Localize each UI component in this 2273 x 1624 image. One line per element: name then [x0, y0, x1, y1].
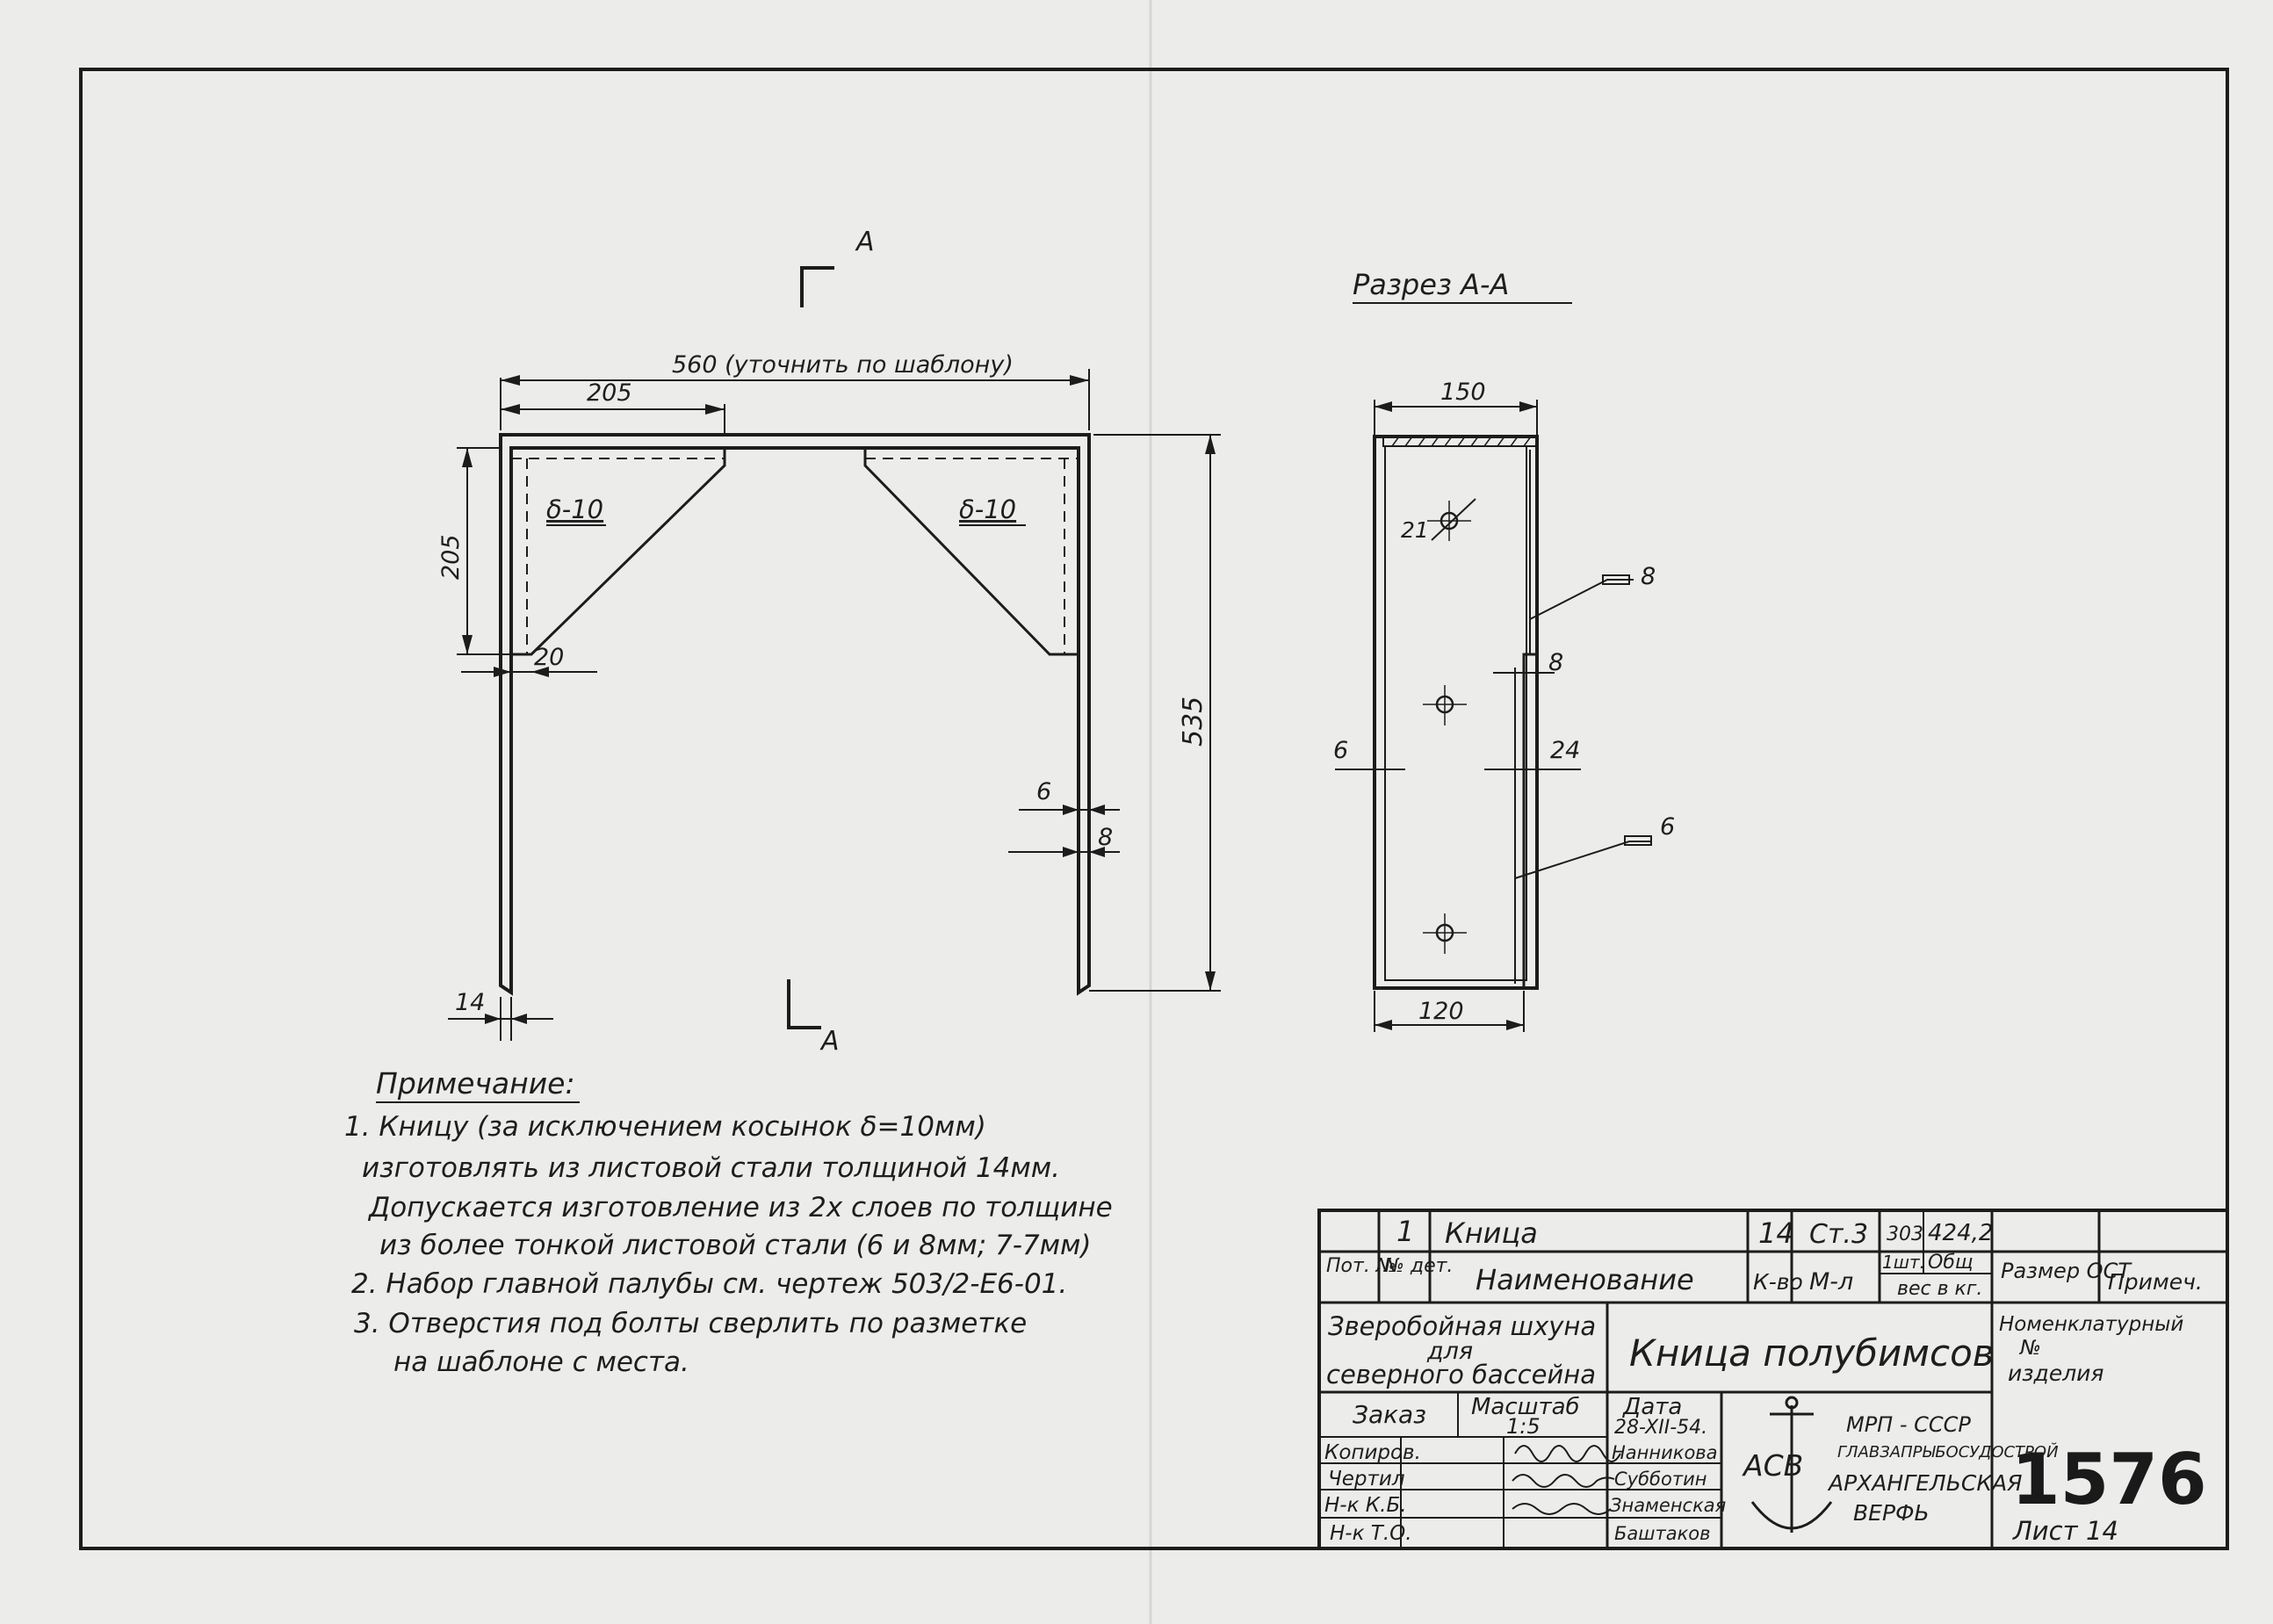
- hole-dim-label: 21: [1401, 517, 1429, 543]
- role-drawn: Чертил: [1328, 1468, 1405, 1490]
- section-title: Разрез А-А: [1353, 268, 1510, 301]
- sheet-label: Лист: [2013, 1516, 2078, 1546]
- org-line-2: ГЛАВЗАПРЫБОСУДОСТРОЙ: [1837, 1443, 2059, 1462]
- note-line-6: 3. Отверстия под болты сверлить по разметке: [354, 1308, 1028, 1339]
- logo-letters: АСВ: [1743, 1448, 1804, 1483]
- header-material: М-л: [1809, 1268, 1854, 1296]
- header-pos-no: Пот. №: [1326, 1255, 1396, 1277]
- signature-copied: [1515, 1446, 1620, 1462]
- note-line-5: 2. Набор главной палубы см. чертеж 503/2-Е6-01.: [351, 1268, 1068, 1300]
- dim-gusset-height-label: 205: [437, 534, 465, 580]
- dim-total-height-label: 535: [1178, 696, 1209, 747]
- dim-thickness-label: 14: [455, 989, 486, 1016]
- dim-left-6-label: 6: [1333, 737, 1349, 764]
- date-value: 28-XII-54.: [1614, 1417, 1708, 1439]
- header-qty: К-во: [1753, 1269, 1803, 1295]
- header-size-std: Размер ОСТ: [2001, 1259, 2131, 1283]
- nomenclature-line-3: изделия: [2008, 1361, 2104, 1386]
- org-line-1: МРП - СССР: [1846, 1412, 1971, 1437]
- notes-heading: Примечание:: [376, 1066, 575, 1101]
- signature-head-kb: [1512, 1504, 1611, 1514]
- header-weight-total: Общ: [1928, 1252, 1974, 1274]
- note-line-2: изготовлять из листовой стали толщиной 14мм.: [362, 1152, 1060, 1184]
- order-label: Заказ: [1353, 1400, 1427, 1429]
- drawing-number: 1576: [2011, 1439, 2207, 1520]
- dim-overall-width-label: 560 (уточнить по шаблону): [672, 351, 1014, 379]
- nomenclature-line-1: Номенклатурный: [1999, 1313, 2184, 1336]
- role-head-kb: Н-к К.Б.: [1324, 1494, 1407, 1517]
- note-line-4: из более тонкой листовой стали (6 и 8мм; 7-7мм): [379, 1230, 1092, 1261]
- org-line-3: АРХАНГЕЛЬСКАЯ: [1829, 1470, 2023, 1496]
- dimension-gusset-height: [437, 448, 509, 654]
- dimension-leg-step: [461, 644, 597, 677]
- spec-weight-total: 424,2: [1928, 1220, 1994, 1246]
- section-marker-top: [802, 227, 875, 307]
- name-head-kb: Знаменская: [1610, 1495, 1727, 1516]
- dimension-gusset-width: [501, 379, 725, 435]
- dimension-total-height: [1089, 435, 1221, 991]
- name-copied: Нанникова: [1612, 1442, 1718, 1463]
- header-det-no: № дет.: [1384, 1255, 1454, 1277]
- gusset-right-label: δ-10: [959, 494, 1017, 524]
- shipyard-logo: [1742, 1397, 1831, 1533]
- scale-value: 1:5: [1506, 1414, 1541, 1439]
- notes-block: [344, 1066, 1113, 1378]
- title-block: [1319, 1210, 2227, 1548]
- dim-right-24-label: 24: [1550, 737, 1581, 764]
- nomenclature-line-2: №: [2020, 1337, 2041, 1360]
- part-title: Кница полубимсов: [1629, 1332, 1995, 1375]
- spec-material: Ст.3: [1809, 1219, 1869, 1250]
- project-line-1: Зверобойная шхуна: [1328, 1311, 1597, 1341]
- note-line-3: Допускается изготовление из 2х слоев по толщине: [369, 1192, 1113, 1223]
- leader-8-top-label: 8: [1641, 563, 1656, 590]
- dim-8-mid-label: 8: [1548, 649, 1564, 676]
- gusset-left-label: δ-10: [546, 494, 604, 524]
- bolt-holes: [1401, 499, 1476, 954]
- header-weight-unit: вес в кг.: [1897, 1278, 1983, 1300]
- dimension-plates: [1008, 778, 1120, 857]
- leader-6-bottom-label: 6: [1660, 813, 1676, 841]
- dim-top-width-label: 150: [1440, 379, 1486, 406]
- dimension-thickness: [448, 989, 553, 1041]
- section-letter-bottom: А: [821, 1026, 840, 1057]
- name-drawn: Субботин: [1614, 1469, 1707, 1490]
- note-line-1: 1. Кницу (за исключением косынок δ=10мм): [344, 1111, 986, 1143]
- dim-bottom-width-label: 120: [1418, 998, 1464, 1025]
- dim-plate-6-label: 6: [1036, 778, 1052, 805]
- spec-num: 1: [1396, 1215, 1415, 1248]
- scale-label: Масштаб: [1471, 1394, 1580, 1420]
- org-line-4: ВЕРФЬ: [1853, 1500, 1930, 1526]
- project-line-2: для: [1427, 1338, 1474, 1365]
- spec-weight-one: 303: [1887, 1223, 1923, 1245]
- section-marker-bottom: [789, 979, 840, 1057]
- section-view-aa: [1333, 268, 1675, 1032]
- header-name: Наименование: [1476, 1263, 1694, 1296]
- note-line-7: на шаблоне с места.: [393, 1346, 689, 1378]
- name-head-to: Баштаков: [1614, 1523, 1711, 1544]
- sheet-value: 14: [2086, 1516, 2118, 1546]
- dim-gusset-width-label: 205: [587, 379, 632, 407]
- header-weight-one: 1шт.: [1882, 1252, 1926, 1273]
- signature-drawn: [1512, 1475, 1614, 1487]
- dim-plate-8-label: 8: [1098, 824, 1114, 851]
- date-label: Дата: [1623, 1394, 1683, 1420]
- spec-qty: 14: [1758, 1216, 1794, 1250]
- section-letter-top: А: [856, 227, 875, 257]
- role-head-to: Н-к Т.О.: [1330, 1522, 1412, 1545]
- project-line-3: северного бассейна: [1326, 1360, 1596, 1389]
- header-remark: Примеч.: [2108, 1269, 2203, 1295]
- dim-leg-step-label: 20: [534, 644, 565, 671]
- spec-name: Кница: [1445, 1216, 1538, 1250]
- role-copied: Копиров.: [1324, 1441, 1421, 1464]
